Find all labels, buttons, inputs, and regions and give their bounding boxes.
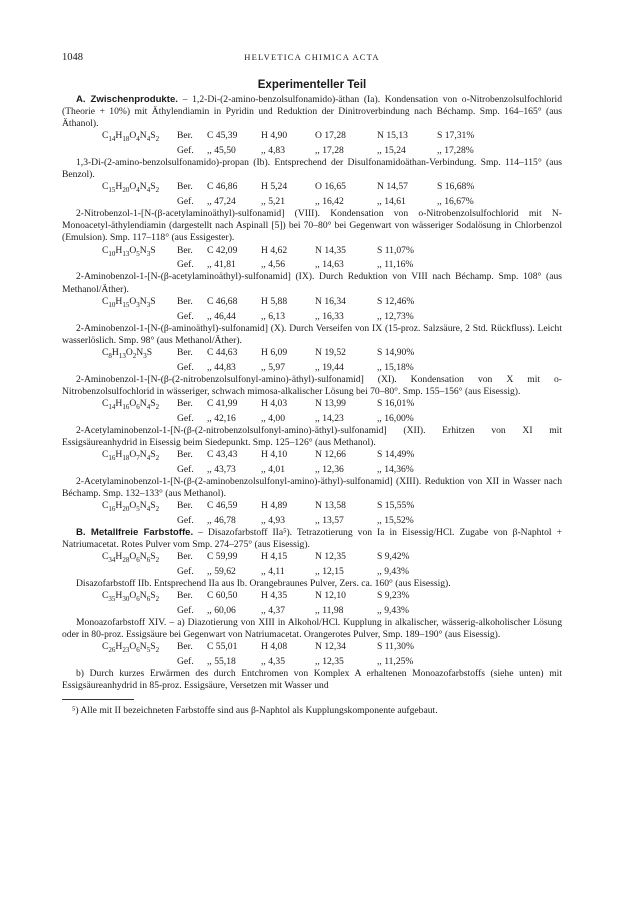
analysis-found-row — [102, 259, 562, 271]
analysis-block — [102, 590, 562, 617]
analysis-label: Ber. — [177, 590, 193, 602]
analysis-value: C 60,50 — [207, 590, 238, 602]
analysis-value: ,, 15,18% — [377, 361, 414, 373]
molecular-formula — [102, 566, 177, 578]
analysis-label: Gef. — [177, 514, 194, 526]
analysis-found-row — [102, 196, 562, 208]
analysis-value: ,, 16,67% — [437, 196, 474, 208]
analysis-value: H 4,15 — [261, 551, 288, 563]
analysis-value: S 14,49% — [377, 448, 415, 460]
analysis-value: ,, 60,06 — [207, 605, 236, 617]
analysis-value: ,, 4,56 — [261, 259, 285, 271]
analysis-value: N 16,34 — [315, 295, 346, 307]
analysis-found-row — [102, 566, 562, 578]
analysis-found-row — [102, 605, 562, 617]
analysis-found-row — [102, 515, 562, 527]
molecular-formula: $C_{35}H_{30}O_6N_6S_2$ — [102, 590, 160, 604]
analysis-value: N 12,35 — [315, 551, 346, 563]
analysis-value: O 17,28 — [315, 130, 346, 142]
analysis-calculated-row — [102, 245, 562, 260]
analysis-value: ,, 16,42 — [315, 196, 344, 208]
analysis-value: N 14,35 — [315, 244, 346, 256]
analysis-label: Ber. — [177, 500, 193, 512]
molecular-formula: $C_{14}H_{16}O_6N_4S_2$ — [102, 397, 160, 411]
molecular-formula: $C_{16}H_{18}O_7N_4S_2$ — [102, 448, 160, 462]
analysis-value: C 43,43 — [207, 448, 238, 460]
analysis-value: ,, 42,16 — [207, 412, 236, 424]
analysis-label: Ber. — [177, 244, 193, 256]
analysis-value: S 9,23% — [377, 590, 410, 602]
analysis-value: ,, 16,33 — [315, 310, 344, 322]
analysis-value: S 12,46% — [377, 295, 415, 307]
paragraph-text: – 1,2-Di-(2-amino-benzolsulfonamido)-äthan (Ia). Kondensation von o-Nitrobenzolsulfochlorid (Theorie + 10%) mit Äthylendiamin in Pyridin und Reduktion der Dinitroverbindung nach Béchamp. Smp. 164–165° (aus Äthanol). — [62, 94, 562, 130]
analysis-value: H 4,10 — [261, 448, 288, 460]
analysis-label: Ber. — [177, 295, 193, 307]
analysis-value: S 17,31% — [437, 130, 475, 142]
analysis-label: Gef. — [177, 196, 194, 208]
analysis-calculated-row — [102, 551, 562, 566]
analysis-label: Gef. — [177, 310, 194, 322]
paragraph-a7: 2-Acetylaminobenzol-1-[N-(β-(2-nitrobenzolsulfonyl-amino)-äthyl)-sulfonamid] (XII). Erhitzen von XI mit Essigsäureanhydrid in Eisessig beim Siedepunkt. Smp. 125–126° (aus Methanol). — [62, 424, 562, 448]
analysis-label: Ber. — [177, 181, 193, 193]
analysis-value: ,, 17,28 — [315, 145, 344, 157]
analysis-value: H 4,89 — [261, 500, 288, 512]
analysis-value: S 14,90% — [377, 346, 415, 358]
paragraph-a5: 2-Aminobenzol-1-[N-(β-aminoäthyl)-sulfonamid] (X). Durch Verseifen von IX (15-proz. Salzsäure, 2 Std. Rückfluss). Leicht wasserlöslich. Smp. 98° (aus Methanol/Äther). — [62, 322, 562, 346]
analysis-value: ,, 44,83 — [207, 361, 236, 373]
paragraph-a1 — [62, 94, 562, 130]
analysis-value: C 45,39 — [207, 130, 238, 142]
analysis-value: ,, 11,98 — [315, 605, 344, 617]
analysis-value: H 6,09 — [261, 346, 288, 358]
analysis-value: S 9,42% — [377, 551, 410, 563]
analysis-label: Gef. — [177, 605, 194, 617]
analysis-block — [102, 551, 562, 578]
analysis-value: H 4,35 — [261, 590, 288, 602]
analysis-value: N 19,52 — [315, 346, 346, 358]
paragraph-a6: 2-Aminobenzol-1-[N-(β-(2-nitrobenzolsulfonyl-amino)-äthyl)-sulfonamid] (XI). Kondensation von X mit o-Nitrobenzolsulfochlorid in wässeriger, schwach mimosa-alkalischer Lösung bei 70–80°. Smp. 155–156° (aus Eisessig). — [62, 373, 562, 397]
molecular-formula: $C_{16}H_{20}O_5N_4S_2$ — [102, 500, 160, 513]
analysis-value: N 15,13 — [377, 130, 408, 142]
paragraph-a4: 2-Aminobenzol-1-[N-(β-acetylaminoäthyl)-sulfonamid] (IX). Durch Reduktion von VIII nach Béchamp. Smp. 108° (aus Methanol/Äther). — [62, 271, 562, 295]
molecular-formula: $C_{34}H_{28}O_6N_6S_2$ — [102, 551, 160, 565]
analysis-value: ,, 12,15 — [315, 566, 344, 578]
journal-title: HELVETICA CHIMICA ACTA — [244, 52, 380, 62]
analysis-value: H 4,03 — [261, 397, 288, 409]
analysis-found-row — [102, 656, 562, 668]
analysis-value: C 46,68 — [207, 295, 238, 307]
analysis-calculated-row — [102, 500, 562, 515]
molecular-formula — [102, 145, 177, 157]
analysis-value: ,, 11,16% — [377, 259, 414, 271]
analysis-value: ,, 4,11 — [261, 566, 285, 578]
analysis-value: N 13,99 — [315, 397, 346, 409]
analysis-value: C 42,09 — [207, 244, 238, 256]
molecular-formula — [102, 413, 177, 425]
analysis-value: ,, 5,21 — [261, 196, 285, 208]
molecular-formula — [102, 605, 177, 617]
analysis-value: ,, 12,35 — [315, 656, 344, 668]
analysis-value: H 5,24 — [261, 181, 288, 193]
paragraph-a3: 2-Nitrobenzol-1-[N-(β-acetylaminoäthyl)-sulfonamid] (VIII). Kondensation von o-Nitrobenzolsulfochlorid mit N-Monoacetyl-äthylendiamin (dargestellt nach Aspinall [5]) bei 70–80° bei Gegenwart von wässeriger Sodalösung in Chlorbenzol (Emulsion). Smp. 117–118° (aus Essigester). — [62, 208, 562, 244]
analysis-value: S 11,07% — [377, 244, 414, 256]
analysis-calculated-row — [102, 398, 562, 413]
analysis-value: C 41,99 — [207, 397, 238, 409]
analysis-value: ,, 4,00 — [261, 412, 285, 424]
analysis-value: ,, 55,18 — [207, 656, 236, 668]
molecular-formula: $C_{15}H_{20}O_4N_4S_2$ — [102, 181, 160, 195]
analysis-value: ,, 47,24 — [207, 196, 236, 208]
analysis-value: ,, 4,35 — [261, 656, 285, 668]
analysis-value: H 4,90 — [261, 130, 288, 142]
analysis-value: S 11,30% — [377, 641, 414, 653]
molecular-formula — [102, 362, 177, 374]
analysis-value: ,, 13,57 — [315, 514, 344, 526]
analysis-value: H 5,88 — [261, 295, 288, 307]
analysis-value: ,, 14,23 — [315, 412, 344, 424]
analysis-value: ,, 9,43% — [377, 566, 409, 578]
analysis-found-row — [102, 145, 562, 157]
analysis-value: C 55,01 — [207, 641, 238, 653]
molecular-formula — [102, 464, 177, 476]
molecular-formula — [102, 656, 177, 668]
analysis-value: N 12,10 — [315, 590, 346, 602]
analysis-block — [102, 296, 562, 323]
page-number: 1048 — [62, 52, 83, 63]
analysis-value: C 44,63 — [207, 346, 238, 358]
analysis-value: C 46,59 — [207, 500, 238, 512]
analysis-value: ,, 4,93 — [261, 514, 285, 526]
analysis-value: ,, 45,50 — [207, 145, 236, 157]
paragraph-b4: b) Durch kurzes Erwärmen des durch Entchromen von Komplex A erhaltenen Monoazofarbstoffs (siehe unten) mit Essigsäureanhydrid in 85-proz. Essigsäure, Versetzen mit Wasser und — [62, 668, 562, 692]
molecular-formula: $C_{14}H_{18}O_4N_4S_2$ — [102, 130, 160, 144]
analysis-label: Ber. — [177, 397, 193, 409]
analysis-value: H 4,62 — [261, 244, 288, 256]
analysis-value: ,, 4,37 — [261, 605, 285, 617]
paragraph-a2: 1,3-Di-(2-amino-benzolsulfonamido)-propan (Ib). Entsprechend der Disulfonamidoäthan-Verbindung. Smp. 114–115° (aus Benzol). — [62, 157, 562, 181]
analysis-value: O 16,65 — [315, 181, 346, 193]
footnote: ⁵) Alle mit II bezeichneten Farbstoffe sind aus β-Naphtol als Kupplungskomponente aufgebaut. — [72, 705, 438, 717]
analysis-value: ,, 46,78 — [207, 514, 236, 526]
analysis-value: ,, 41,81 — [207, 259, 236, 271]
molecular-formula — [102, 196, 177, 208]
analysis-found-row — [102, 362, 562, 374]
analysis-found-row — [102, 413, 562, 425]
molecular-formula: $C_8H_{13}O_2N_3S$ — [102, 346, 153, 360]
analysis-value: ,, 17,28% — [437, 145, 474, 157]
analysis-value: ,, 4,83 — [261, 145, 285, 157]
molecular-formula — [102, 515, 177, 527]
paragraph-b3: Monoazofarbstoff XIV. – a) Diazotierung von XIII in Alkohol/HCl. Kupplung in alkalischer, wässerig-alkoholischer Lösung oder in 80-proz. Essigsäure bei Gegenwart von Natriumacetat. Orangerotes Pulver, Smp. 189–190° (aus Eisessig). — [62, 617, 562, 641]
analysis-label: Ber. — [177, 448, 193, 460]
analysis-label: Ber. — [177, 641, 193, 653]
analysis-value: ,, 14,63 — [315, 259, 344, 271]
analysis-label: Ber. — [177, 346, 193, 358]
analysis-block — [102, 347, 562, 374]
analysis-label: Gef. — [177, 361, 194, 373]
analysis-value: ,, 14,61 — [377, 196, 406, 208]
analysis-found-row — [102, 464, 562, 476]
analysis-label: Ber. — [177, 551, 193, 563]
analysis-value: ,, 4,01 — [261, 463, 285, 475]
analysis-block — [102, 500, 562, 527]
section-a-label: A. Zwischenprodukte. — [76, 94, 178, 105]
running-header — [62, 52, 562, 66]
paragraph-b2: Disazofarbstoff IIb. Entsprechend IIa aus Ib. Orangebraunes Pulver, Zers. ca. 160° (aus Eisessig). — [76, 578, 451, 590]
footnote-rule — [62, 699, 134, 700]
analysis-value: ,, 16,00% — [377, 412, 414, 424]
analysis-calculated-row — [102, 130, 562, 145]
analysis-value: N 14,57 — [377, 181, 408, 193]
analysis-calculated-row — [102, 181, 562, 196]
analysis-block — [102, 245, 562, 272]
molecular-formula: $C_{10}H_{13}O_5N_3S$ — [102, 244, 156, 258]
analysis-label: Gef. — [177, 566, 194, 578]
analysis-label: Gef. — [177, 656, 194, 668]
analysis-block — [102, 398, 562, 425]
molecular-formula — [102, 311, 177, 323]
analysis-value: ,, 46,44 — [207, 310, 236, 322]
analysis-calculated-row — [102, 347, 562, 362]
analysis-calculated-row — [102, 590, 562, 605]
analysis-value: ,, 12,73% — [377, 310, 414, 322]
analysis-value: ,, 9,43% — [377, 605, 409, 617]
paragraph-b1 — [62, 527, 562, 551]
section-heading: Experimenteller Teil — [257, 79, 367, 91]
analysis-value: H 4,08 — [261, 641, 288, 653]
paragraph-text: – Disazofarbstoff IIa⁵). Tetrazotierung von Ia in Eisessig/HCl. Zugabe von β-Naphtol + Natriumacetat. Rotes Pulver vom Smp. 274–275° (aus Eisessig). — [62, 526, 562, 551]
analysis-value: C 59,99 — [207, 551, 238, 563]
analysis-block — [102, 641, 562, 668]
analysis-value: C 46,86 — [207, 181, 238, 193]
paper-page — [62, 52, 562, 717]
analysis-value: ,, 5,97 — [261, 361, 285, 373]
analysis-value: S 16,01% — [377, 397, 415, 409]
analysis-label: Gef. — [177, 259, 194, 271]
analysis-value: N 12,66 — [315, 448, 346, 460]
analysis-value: S 16,68% — [437, 181, 475, 193]
analysis-found-row — [102, 311, 562, 323]
analysis-calculated-row — [102, 641, 562, 656]
analysis-value: N 13,58 — [315, 500, 346, 512]
analysis-calculated-row — [102, 296, 562, 311]
analysis-label: Gef. — [177, 463, 194, 475]
analysis-label: Ber. — [177, 130, 193, 142]
analysis-value: ,, 11,25% — [377, 656, 414, 668]
analysis-value: S 15,55% — [377, 500, 415, 512]
paragraph-a8: 2-Acetylaminobenzol-1-[N-(β-(2-aminobenzolsulfonyl-amino)-äthyl)-sulfonamid] (XIII). Reduktion von XII in Wasser nach Béchamp. Smp. 132–133° (aus Methanol). — [62, 475, 562, 499]
analysis-value: ,, 59,62 — [207, 566, 236, 578]
section-b-label: B. Metallfreie Farbstoffe. — [76, 526, 194, 538]
analysis-value: ,, 15,52% — [377, 514, 414, 526]
analysis-value: N 12,34 — [315, 641, 346, 653]
analysis-block — [102, 181, 562, 208]
analysis-value: ,, 14,36% — [377, 463, 414, 475]
analysis-value: ,, 43,73 — [207, 463, 236, 475]
analysis-label: Gef. — [177, 412, 194, 424]
molecular-formula: $C_{10}H_{15}O_3N_3S$ — [102, 295, 156, 309]
analysis-value: ,, 6,13 — [261, 310, 285, 322]
molecular-formula: $C_{26}H_{23}O_6N_5S_2$ — [102, 641, 160, 655]
analysis-label: Gef. — [177, 145, 194, 157]
analysis-block — [102, 130, 562, 157]
analysis-value: ,, 19,44 — [315, 361, 344, 373]
molecular-formula — [102, 259, 177, 271]
analysis-value: ,, 15,24 — [377, 145, 406, 157]
analysis-value: ,, 12,36 — [315, 463, 344, 475]
analysis-calculated-row — [102, 449, 562, 464]
analysis-block — [102, 449, 562, 476]
